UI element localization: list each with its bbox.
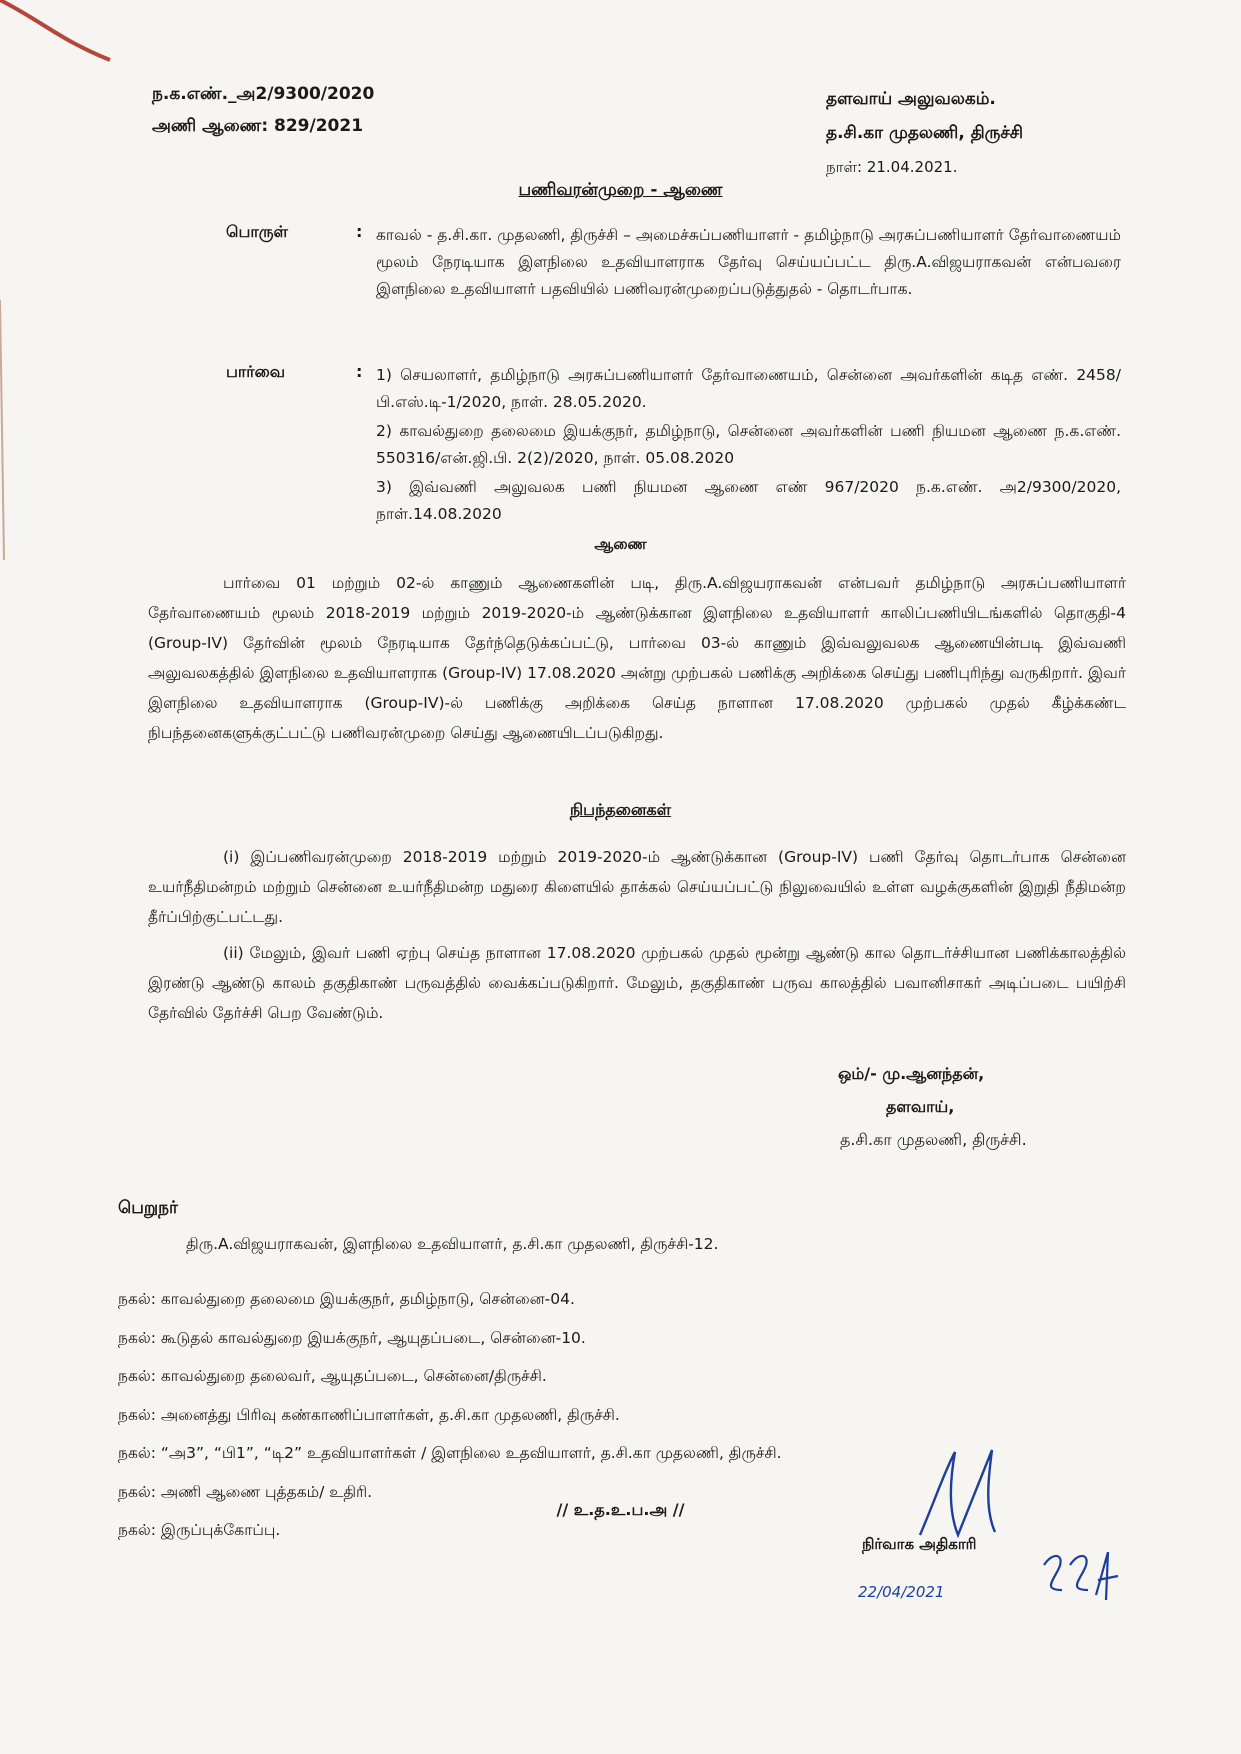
header-right — [826, 82, 1023, 184]
signature-block — [838, 1057, 1027, 1156]
copy-item: நகல்: இருப்புக்கோப்பு. — [118, 1521, 281, 1539]
references-row — [226, 362, 1121, 530]
subject-colon: : — [356, 222, 363, 241]
recipient-label: பெறுநர் — [118, 1198, 178, 1218]
subject-text: காவல் - த.சி.கா. முதலணி, திருச்சி – அமைச்சுப்பணியாளர் - தமிழ்நாடு அரசுப்பணியாளர் தேர்வாணையம் மூலம் நேரடியாக இளநிலை உதவியாளராக தேர்வு செய்யப்பட்ட திரு.A.விஜயராகவன் என்பவரை இளநிலை உதவியாளர் பதவியில் பணிவரன்முறைப்படுத்துதல் - தொடர்பாக. — [376, 226, 1121, 298]
office-name: தளவாய் அலுவலகம். — [826, 89, 996, 109]
order-heading: ஆணை — [594, 535, 647, 553]
copy-item: நகல்: அணி ஆணை புத்தகம்/ உதிரி. — [118, 1482, 373, 1501]
handwritten-date: 22/04/2021 — [858, 1583, 945, 1601]
subject-label: பொருள் — [226, 222, 288, 241]
references-label: பார்வை — [226, 362, 286, 381]
order-date: நாள்: 21.04.2021. — [826, 158, 958, 176]
document-title: பணிவரன்முறை - ஆணை — [518, 180, 723, 200]
signed-by: ஒம்/- மு.ஆனந்தன், — [838, 1064, 985, 1083]
true-copy-mark: // உ.த.உ.ப.அ // — [556, 1500, 685, 1519]
handwritten-initial — [1036, 1540, 1126, 1610]
copy-item: நகல்: அனைத்து பிரிவு கண்காணிப்பாளர்கள், த.சி.கா முதலணி, திருச்சி. — [118, 1405, 620, 1424]
recipient-address: திரு.A.விஜயராகவன், இளநிலை உதவியாளர், த.சி.கா முதலணி, திருச்சி-12. — [186, 1235, 719, 1253]
copy-item: நகல்: காவல்துறை தலைவர், ஆயுதப்படை, சென்னை/திருச்சி. — [118, 1367, 547, 1385]
reference-item: 3) இவ்வணி அலுவலக பணி நியமன ஆணை எண் 967/2020 ந.க.எண். அ2/9300/2020, நாள்.14.08.2020 — [376, 478, 1121, 523]
references-colon: : — [356, 362, 363, 381]
unit-name: த.சி.கா முதலணி, திருச்சி — [826, 123, 1024, 143]
copy-item: நகல்: காவல்துறை தலைமை இயக்குநர், தமிழ்நாடு, சென்னை-04. — [118, 1290, 575, 1308]
order-number: அணி ஆணை: 829/2021 — [152, 116, 364, 136]
signatory-unit: த.சி.கா முதலணி, திருச்சி. — [840, 1130, 1027, 1149]
copy-item: நகல்: கூடுதல் காவல்துறை இயக்குநர், ஆயுதப்படை, சென்னை-10. — [118, 1328, 586, 1347]
references-list — [376, 362, 1121, 530]
reference-item: 1) செயலாளர், தமிழ்நாடு அரசுப்பணியாளர் தேர்வாணையம், சென்னை அவர்களின் கடித எண். 2458/பி.எஸ்.டி-1/2020, நாள். 28.05.2020. — [376, 366, 1121, 411]
signatory-designation: தளவாய், — [886, 1097, 955, 1116]
condition-item-1: (i) இப்பணிவரன்முறை 2018-2019 மற்றும் 2019-2020-ம் ஆண்டுக்கான (Group-IV) பணி தேர்வு தொடர்பாக சென்னை உயர்நீதிமன்றம் மற்றும் சென்னை உயர்நீதிமன்ற மதுரை கிளையில் தாக்கல் செய்யப்பட்டு நிலுவையில் உள்ள வழக்குகளின் இறுதி நீதிமன்ற தீர்ப்பிற்குட்பட்டது. — [148, 848, 1126, 926]
condition-item-2: (ii) மேலும், இவர் பணி ஏற்பு செய்த நாளான 17.08.2020 முற்பகல் முதல் மூன்று ஆண்டு கால தொடர்ச்சியான பணிக்காலத்தில் இரண்டு ஆண்டு காலம் தகுதிகாண் பருவத்தில் வைக்கப்படுகிறார். மேலும், தகுதிகாண் பருவ காலத்தில் பவானிசாகர் அடிப்படை பயிற்சி தேர்வில் தேர்ச்சி பெற வேண்டும். — [148, 944, 1126, 1022]
reference-number: ந.க.எண்._அ2/9300/2020 — [152, 84, 375, 104]
order-body-paragraph: பார்வை 01 மற்றும் 02-ல் காணும் ஆணைகளின் படி, திரு.A.விஜயராகவன் என்பவர் தமிழ்நாடு அரசுப்பணியாளர் தேர்வாணையம் மூலம் 2018-2019 மற்றும் 2019-2020-ம் ஆண்டுக்கான இளநிலை உதவியாளர் காலிப்பணியிடங்களில் தொகுதி-4 (Group-IV) தேர்வின் மூலம் நேரடியாக தேர்ந்தெடுக்கப்பட்டு, பார்வை 03-ல் காணும் இவ்வலுவலக ஆணையின்படி இவ்வணி அலுவலகத்தில் இளநிலை உதவியாளராக (Group-IV) 17.08.2020 அன்று முற்பகல் பணிக்கு அறிக்கை செய்து பணிபுரிந்து வருகிறார். இவர் இளநிலை உதவியாளராக (Group-IV)-ல் பணிக்கு அறிக்கை செய்த நாளான 17.08.2020 முற்பகல் முதல் கீழ்க்கண்ட நிபந்தனைகளுக்குட்பட்டு பணிவரன்முறை செய்து ஆணையிடப்படுகிறது. — [148, 574, 1126, 742]
attesting-officer: நிர்வாக அதிகாரி — [862, 1535, 977, 1553]
subject-row — [226, 222, 1121, 303]
binding-thread — [0, 0, 120, 560]
copy-item: நகல்: “அ3”, “பி1”, “டி2” உதவியாளர்கள் / இளநிலை உதவியாளர், த.சி.கா முதலணி, திருச்சி. — [118, 1444, 782, 1462]
conditions-title: நிபந்தனைகள் — [569, 800, 672, 819]
reference-item: 2) காவல்துறை தலைமை இயக்குநர், தமிழ்நாடு, சென்னை அவர்களின் பணி நியமன ஆணை ந.க.எண். 550316/என்.ஜி.பி. 2(2)/2020, நாள். 05.08.2020 — [376, 422, 1121, 467]
header-left — [152, 78, 374, 142]
